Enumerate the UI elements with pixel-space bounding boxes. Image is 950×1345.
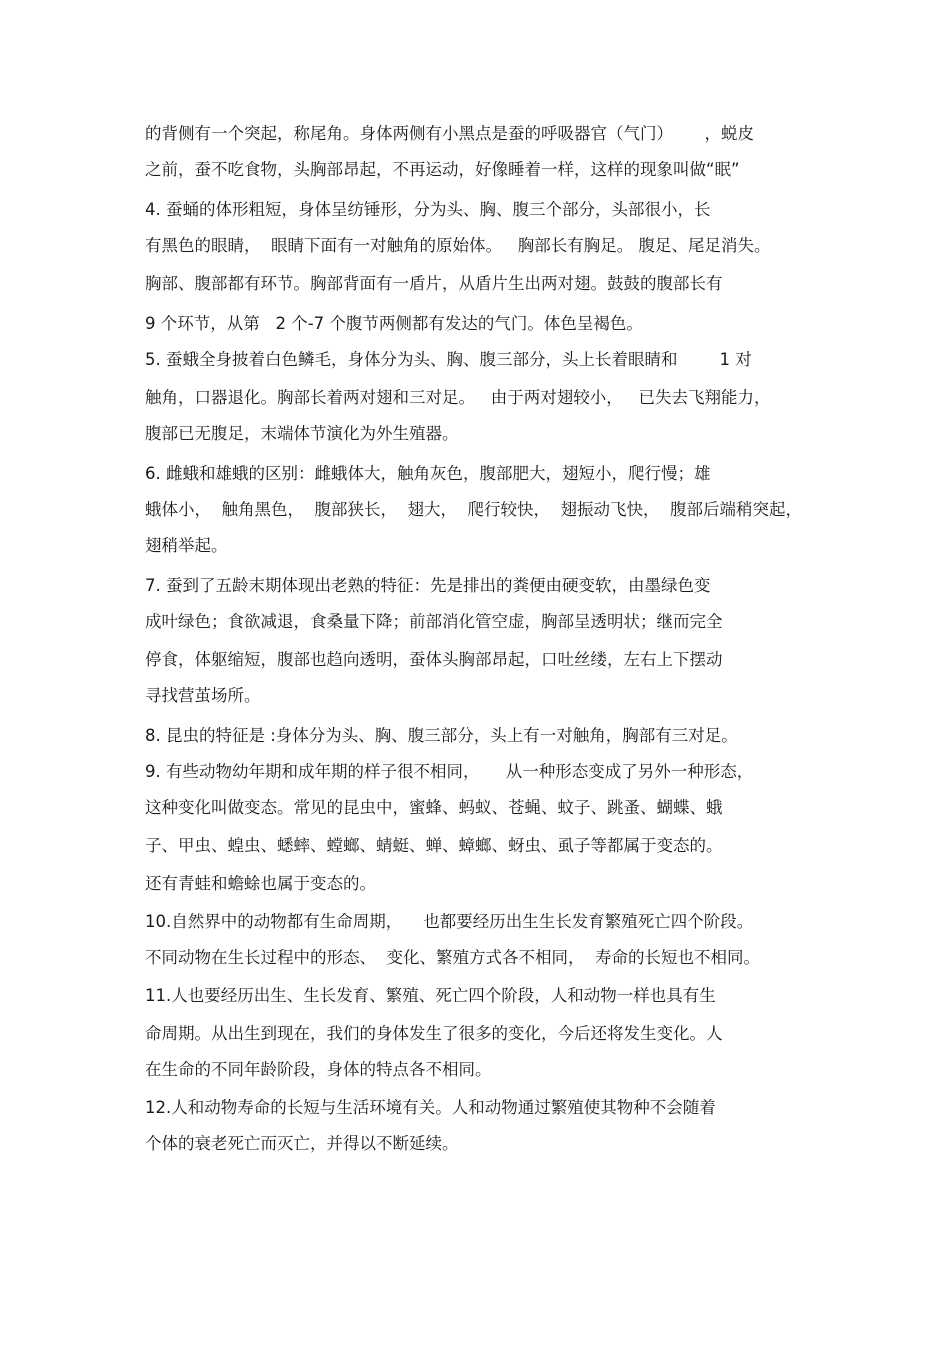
text-line: 有黑色的眼睛， 眼睛下面有一对触角的原始体。 胸部长有胸足。 腹足、尾足消失。 (145, 236, 771, 255)
text-line: 触角，口器退化。胸部长着两对翅和三对足。 由于两对翅较小， 已失去飞翔能力， (145, 388, 771, 407)
text-line: 成叶绿色；食欲减退，食桑量下降；前部消化管空虚，胸部呈透明状；继而完全 (145, 612, 723, 631)
text-line: 11.人也要经历出生、生长发育、繁殖、死亡四个阶段，人和动物一样也具有生 (145, 986, 716, 1005)
text-line: 的背侧有一个突起，称尾角。身体两侧有小黑点是蚕的呼吸器官（气门） ，蜕皮 (145, 124, 754, 143)
text-line: 腹部已无腹足，末端体节演化为外生殖器。 (145, 424, 459, 443)
text-line: 6. 雌蛾和雄蛾的区别：雌蛾体大，触角灰色，腹部肥大，翅短小，爬行慢；雄 (145, 464, 711, 483)
text-line: 胸部、腹部都有环节。胸部背面有一盾片，从盾片生出两对翅。鼓鼓的腹部长有 (145, 274, 723, 293)
text-line: 8. 昆虫的特征是 :身体分为头、胸、腹三部分，头上有一对触角，胸部有三对足。 (145, 726, 738, 745)
text-line: 子、甲虫、蝗虫、蟋蟀、螳螂、蜻蜓、蝉、蟑螂、蚜虫、虱子等都属于变态的。 (145, 836, 723, 855)
text-line: 翅稍举起。 (145, 536, 228, 555)
text-line: 这种变化叫做变态。常见的昆虫中，蜜蜂、蚂蚁、苍蝇、蚊子、跳蚤、蝴蝶、蛾 (145, 798, 723, 817)
text-line: 个体的衰老死亡而灭亡，并得以不断延续。 (145, 1134, 459, 1153)
text-line: 9 个环节，从第 2 个-7 个腹节两侧都有发达的气门。体色呈褐色。 (145, 314, 643, 333)
text-line: 蛾体小， 触角黑色， 腹部狭长， 翅大， 爬行较快， 翅振动飞快， 腹部后端稍突起， (145, 500, 802, 519)
text-line: 9. 有些动物幼年期和成年期的样子很不相同， 从一种形态变成了另外一种形态， (145, 762, 754, 781)
text-line: 还有青蛙和蟾蜍也属于变态的。 (145, 874, 376, 893)
text-line: 10.自然界中的动物都有生命周期， 也都要经历出生生长发育繁殖死亡四个阶段。 (145, 912, 754, 931)
text-line: 之前，蚕不吃食物，头胸部昂起，不再运动，好像睡着一样，这样的现象叫做“眠” (145, 160, 740, 179)
text-line: 12.人和动物寿命的长短与生活环境有关。人和动物通过繁殖使其物种不会随着 (145, 1098, 716, 1117)
text-line: 不同动物在生长过程中的形态、 变化、繁殖方式各不相同， 寿命的长短也不相同。 (145, 948, 760, 967)
text-line: 4. 蚕蛹的体形粗短，身体呈纺锤形，分为头、胸、腹三个部分，头部很小，长 (145, 200, 711, 219)
text-line: 寻找营茧场所。 (145, 686, 261, 705)
text-line: 7. 蚕到了五龄末期体现出老熟的特征：先是排出的粪便由硬变软，由墨绿色变 (145, 576, 711, 595)
text-line: 5. 蚕蛾全身披着白色鳞毛，身体分为头、胸、腹三部分，头上长着眼睛和 1 对 (145, 350, 752, 369)
text-line: 命周期。从出生到现在，我们的身体发生了很多的变化，今后还将发生变化。人 (145, 1024, 723, 1043)
text-line: 在生命的不同年龄阶段，身体的特点各不相同。 (145, 1060, 492, 1079)
text-line: 停食，体躯缩短，腹部也趋向透明，蚕体头胸部昂起，口吐丝缕，左右上下摆动 (145, 650, 723, 669)
